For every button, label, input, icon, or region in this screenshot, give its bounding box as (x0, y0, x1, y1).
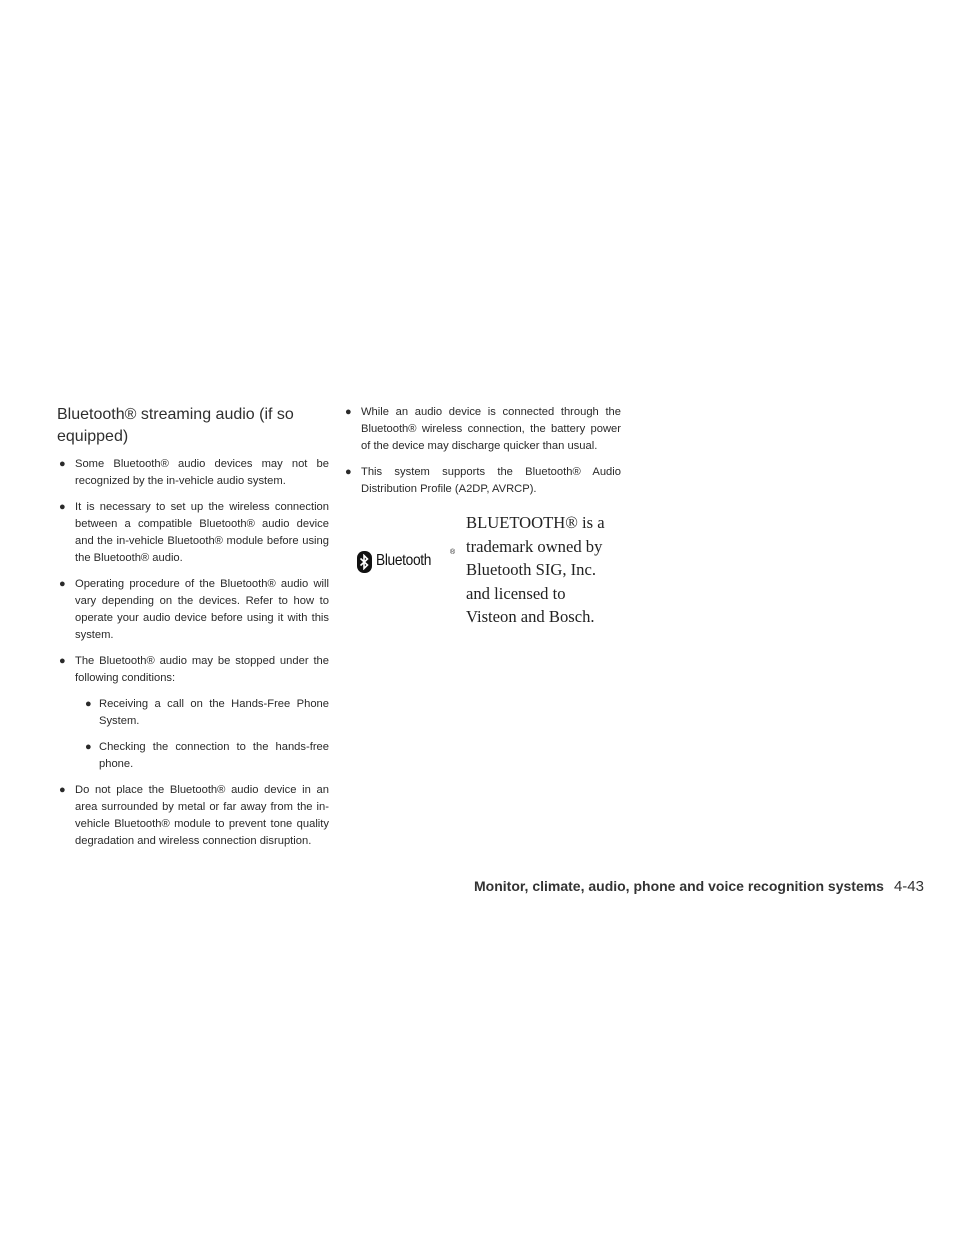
list-item (57, 576, 329, 644)
page-number: 4-43 (893, 878, 924, 895)
bullet-dot-icon: ● (85, 741, 92, 753)
bullet-dot-icon: ● (345, 466, 352, 478)
list-item-text: Some Bluetooth® audio devices may not be recognized by the in-vehicle audio system. (75, 458, 329, 487)
list-item-text: Do not place the Bluetooth® audio device in an area surrounded by metal or far away from the in-vehicle Bluetooth® module to prevent tone quality degradation and wireless connection disruption. (75, 784, 329, 847)
bullet-dot-icon: ● (59, 655, 66, 667)
left-bullet-list (57, 456, 329, 850)
left-column (57, 404, 329, 859)
bullet-dot-icon: ● (59, 458, 66, 470)
list-item (57, 653, 329, 773)
bullet-dot-icon: ● (345, 406, 352, 418)
footer-section-title: Monitor, climate, audio, phone and voice recognition systems (474, 878, 884, 894)
list-item (57, 782, 329, 850)
list-item (343, 404, 621, 455)
section-heading: Bluetooth® streaming audio (if so equipped) (57, 406, 294, 445)
trademark-line: trademark owned by (466, 536, 603, 556)
trademark-text (466, 511, 626, 629)
list-item (343, 464, 621, 498)
list-item-text: It is necessary to set up the wireless connection between a compatible Bluetooth® audio device and the in-vehicle Bluetooth® module before using the Bluetooth® audio. (75, 501, 329, 564)
sub-list-item (75, 696, 329, 730)
list-item-text: While an audio device is connected through the Bluetooth® wireless connection, the battery power of the device may discharge quicker than usual. (361, 406, 621, 452)
sub-list-item-text: Receiving a call on the Hands-Free Phone System. (99, 698, 329, 727)
bluetooth-logo-registered-mark: ® (450, 549, 456, 556)
trademark-line: BLUETOOTH® is a (466, 513, 605, 532)
list-item-text: The Bluetooth® audio may be stopped under the following conditions: (75, 655, 329, 684)
bullet-dot-icon: ● (59, 784, 66, 796)
sub-list-item (75, 739, 329, 773)
list-item-text: Operating procedure of the Bluetooth® audio will vary depending on the devices. Refer to how to operate your audio device before using it with this system. (75, 578, 329, 641)
bullet-dot-icon: ● (59, 578, 66, 590)
bluetooth-rune-icon (357, 551, 372, 573)
trademark-line: Bluetooth SIG, Inc. (466, 560, 596, 579)
page-footer (474, 878, 924, 895)
trademark-notice (343, 511, 621, 626)
sub-list-item-text: Checking the connection to the hands-free phone. (99, 741, 329, 770)
list-item (57, 499, 329, 567)
right-column (343, 404, 621, 626)
bluetooth-logo-word: Bluetooth (376, 552, 432, 569)
list-item (57, 456, 329, 490)
right-bullet-list (343, 404, 621, 498)
bullet-dot-icon: ● (59, 501, 66, 513)
list-item-text: This system supports the Bluetooth® Audio Distribution Profile (A2DP, AVRCP). (361, 466, 621, 495)
sub-bullet-list (75, 696, 329, 773)
trademark-line: Visteon and Bosch. (466, 607, 595, 626)
trademark-line: and licensed to (466, 583, 566, 603)
bullet-dot-icon: ● (85, 698, 92, 710)
